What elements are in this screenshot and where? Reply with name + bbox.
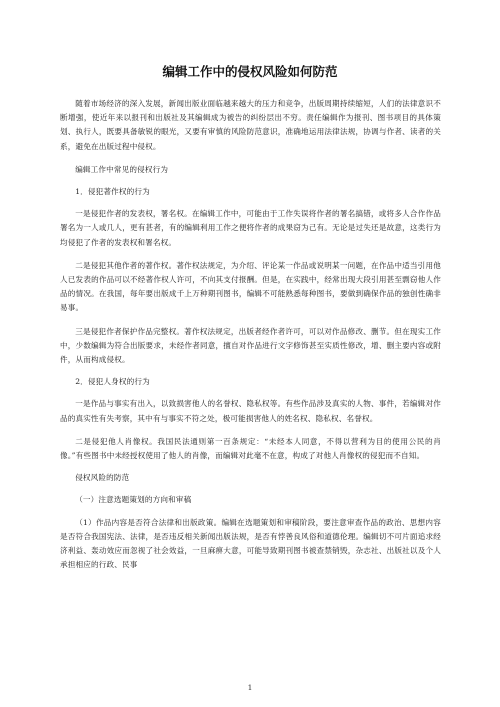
paragraph-work-integrity: 三是侵犯作者保护作品完整权。著作权法规定，出版者经作者许可，可以对作品修改、删节。但在现实工作中，少数编辑为符合出版要求，未经作者同意，擅自对作品进行文字修饰甚至实质性修改，增、删主要内容或附件，从而构成侵权。	[60, 326, 441, 365]
document-title: 编辑工作中的侵权风险如何防范	[162, 64, 338, 79]
paragraph-intro: 随着市场经济的深入发展，新闻出版业面临越来越大的压力和竞争，出版周期持续缩短，人们的法律意识不断增强，使近年来以报刊和出版社及其编辑成为被告的纠纷层出不穷。责任编辑作为报刊、图书项目的具体策划、执行人，既要具备敏锐的眼光，又要有审慎的风险防范意识，准确地运用法律法规，协调与作者、读者的关系，避免在出版过程中侵权。	[60, 99, 441, 151]
paragraph-content-compliance: （1）作品内容是否符合法律和出版政策。编辑在选题策划和审稿阶段，要注意审查作品的政治、思想内容是否符合我国宪法、法律，是否违反相关新闻出版法规，是否有悖善良风俗和道德伦理。编辑切不可片面追求经济利益、轰动效应而忽视了社会效益，一旦麻痹大意，可能导致期刊图书被查禁销毁，杂志社、出版社以及个人承担相应的行政、民事	[60, 517, 441, 570]
paragraph-reputation-privacy: 一是作品与事实有出入，以致损害他人的名誉权、隐私权等。有些作品涉及真实的人物、事件，若编辑对作品的真实性有失考察，其中有与事实不符之处，极可能损害他人的姓名权、隐私权、名誉权。	[60, 399, 441, 423]
paragraph-publication-signature-right: 一是侵犯作者的发表权，署名权。在编辑工作中，可能由于工作失误将作者的署名搞错，或将多人合作作品署名为一人或几人，更有甚者，有的编辑利用工作之便将作者的成果窃为己有。无论是过失还是故意，这类行为均侵犯了作者的发表权和署名权。	[60, 209, 441, 247]
paragraph-portrait-right: 二是侵犯他人肖像权。我国民法通则第一百条规定：“未经本人同意，不得以营利为目的使用公民的肖像。”有些图书中未经授权使用了他人的肖像，而编辑对此毫不在意，构成了对他人肖像权的侵犯而不自知。	[60, 436, 441, 461]
paragraph-other-authors-copyright: 二是侵犯其他作者的著作权。著作权法规定，为介绍、评论某一作品或说明某一问题，在作品中适当引用他人已发表的作品可以不经著作权人许可，不向其支付报酬。但是，在实践中，经常出现大段引用甚至剽窃他人作品的情况。在我国，每年要出版成千上万种期刊图书，编辑不可能熟悉每种图书，要做到确保作品的独创性确非易事。	[60, 260, 441, 313]
section-heading-risk-prevention: 侵权风险的防范	[75, 473, 130, 483]
subheading-personal-rights-infringement: 2．侵犯人身权的行为	[75, 377, 150, 387]
subheading-topic-planning-review: （一）注意选题策划的方向和审稿	[75, 495, 192, 505]
section-heading-common-infringements: 编辑工作中常见的侵权行为	[75, 164, 169, 174]
document-body	[60, 97, 441, 572]
subheading-copyright-infringement: 1．侵犯著作权的行为	[75, 187, 150, 197]
page-number: 1	[247, 683, 253, 692]
